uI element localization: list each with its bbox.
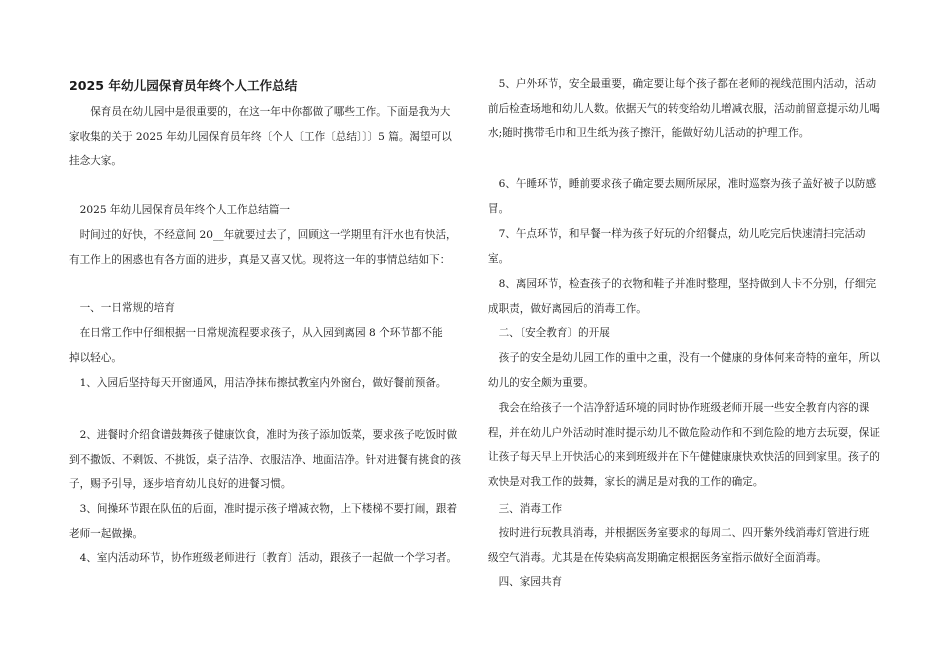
list-item: 6、午睡环节，睡前要求孩子确定要去厕所尿尿，准时巡察为孩子盖好被子以防感冒。 (488, 178, 877, 215)
body-paragraph: 按时进行玩教具消毒，并根据医务室要求的每周二、四开紫外线消毒灯管进行班级空气消毒。尤其是在传染病高发期确定根据医务室指示做好全面消毒。 (488, 527, 870, 564)
section-heading: 2025 年幼儿园保育员年终个人工作总结篇一 (79, 204, 291, 216)
intro-paragraph: 保育员在幼儿园中是很重要的，在这一年中你都做了哪些工作。下面是我为大家收集的关于 2025 年幼儿园保育员年终〔个人〔工作〔总结〕〕〕5 篇。渴望可以挂念大家。 (69, 106, 452, 168)
list-item: 7、午点环节，和早餐一样为孩子好玩的介绍餐点，幼儿吃完后快速清扫完活动室。 (488, 228, 866, 265)
body-paragraph: 孩子的安全是幼儿园工作的重中之重，没有一个健康的身体何来奇特的童年，所以幼儿的安全颇为重要。 (488, 352, 880, 389)
body-paragraph: 在日常工作中仔细根据一日常规流程要求孩子，从入园到离园 8 个环节都不能掉以轻心。 (69, 327, 443, 364)
list-item: 3、间操环节跟在队伍的后面，准时提示孩子增减衣物，上下楼梯不要打闹，跟着老师一起做操。 (69, 503, 458, 540)
body-paragraph: 时间过的好快，不经意间 20__年就要过去了，回顾这一学期里有汗水也有快活，有工作上的困惑也有各方面的进步，真是又喜又忧。现将这一年的事情总结如下： (69, 229, 457, 266)
subsection-heading: 三、消毒工作 (498, 503, 563, 515)
subsection-heading: 一、一日常规的培育 (79, 302, 175, 314)
list-item: 8、离园环节，检查孩子的衣物和鞋子并准时整理，坚持做到人卡不分别，仔细完成职责，做好离园后的消毒工作。 (488, 278, 877, 315)
body-paragraph: 我会在给孩子一个洁净舒适环境的同时协作班级老师开展一些安全教育内容的课程，并在幼儿户外活动时准时提示幼儿不做危险动作和不到危险的地方去玩耍，保证让孩子每天早上开快活心的来到班级并在下午健健康康快欢快活的回到家里。孩子的欢快是对我工作的鼓舞，家长的满足是对我的工作的确定。 (488, 402, 880, 488)
list-item: 4、室内活动环节，协作班级老师进行〔教育〕活动，跟孩子一起做一个学习者。 (79, 552, 458, 564)
subsection-heading: 二、〔安全教育〕的开展 (498, 327, 610, 339)
list-item: 5、户外环节，安全最重要，确定要让每个孩子都在老师的视线范围内活动，活动前后检查场地和幼儿人数。依据天气的转变给幼儿增减衣服，活动前留意提示幼儿喝水;随时携带毛巾和卫生纸为孩子擦汗，能做好幼儿活动的护理工作。 (488, 78, 880, 140)
list-item: 2、进餐时介绍食谱鼓舞孩子健康饮食，准时为孩子添加饭菜，要求孩子吃饭时做到不撒饭、不剩饭、不挑饭，桌子洁净、衣服洁净、地面洁净。针对进餐有挑食的孩子，赐予引导，逐步培育幼儿良好的进餐习惯。 (69, 429, 461, 491)
document-title: 2025 年幼儿园保育员年终个人工作总结 (69, 78, 298, 93)
list-item: 1、入园后坚持每天开窗通风，用洁净抹布擦拭教室内外窗台，做好餐前预备。 (79, 377, 447, 389)
subsection-heading: 四、家园共育 (498, 576, 563, 588)
